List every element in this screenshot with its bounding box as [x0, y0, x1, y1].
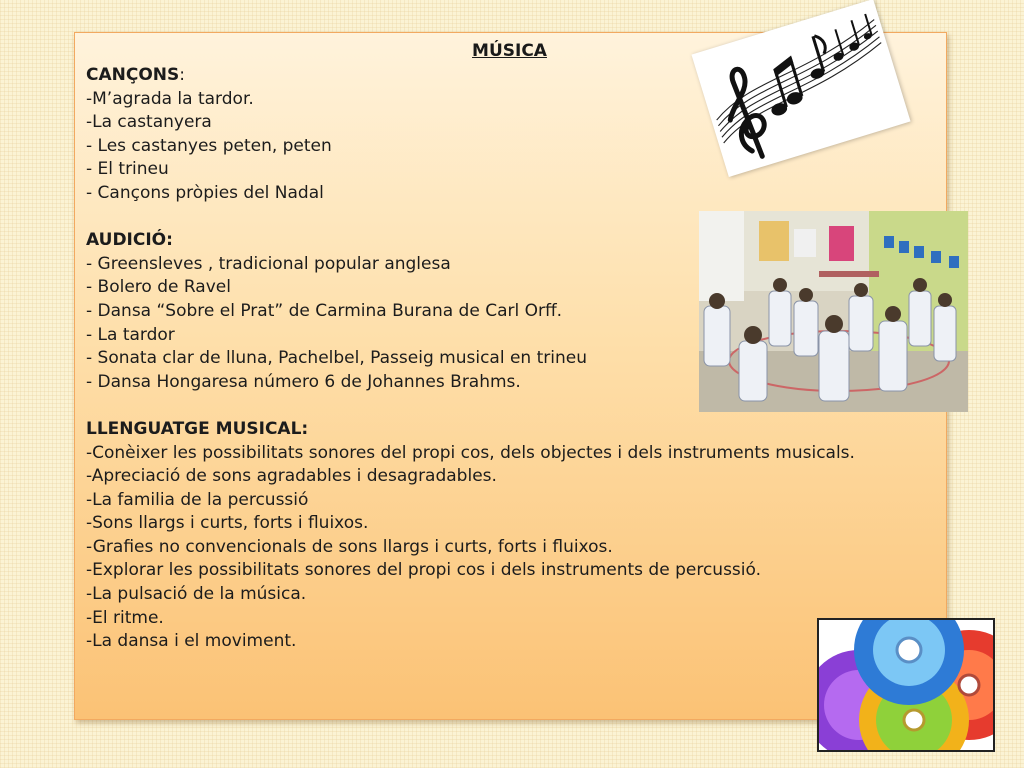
heading-text: CANÇONS	[86, 65, 180, 85]
list-item: -La dansa i el moviment.	[86, 631, 297, 652]
list-item: - Sonata clar de lluna, Pachelbel, Passeig musical en trineu	[86, 348, 587, 369]
list-item: -La pulsació de la música.	[86, 584, 307, 605]
list-item: - Les castanyes peten, peten	[86, 135, 332, 156]
list-item: -Explorar les possibilitats sonores del propi cos i dels instruments de percussió.	[86, 560, 762, 581]
list-item: -Apreciació de sons agradables i desagradables.	[86, 466, 497, 487]
section-audicio-heading: AUDICIÓ:	[86, 230, 173, 251]
page-title: MÚSICA	[472, 41, 547, 61]
list-item: -La castanyera	[86, 112, 212, 133]
list-item: -Grafies no convencionals de sons llargs i curts, forts i fluixos.	[86, 536, 613, 557]
list-item: -El ritme.	[86, 607, 164, 628]
list-item: -M’agrada la tardor.	[86, 88, 254, 109]
list-item: -Conèixer les possibilitats sonores del propi cos, dels objectes i dels instruments musicals.	[86, 442, 855, 463]
list-item: - El trineu	[86, 159, 169, 180]
list-item: - Cançons pròpies del Nadal	[86, 182, 324, 203]
list-item: -Sons llargs i curts, forts i fluixos.	[86, 513, 369, 534]
list-item: - Dansa Hongaresa número 6 de Johannes Brahms.	[86, 371, 521, 392]
list-item: - Greensleves , tradicional popular anglesa	[86, 253, 451, 274]
section-llenguatge-heading: LLENGUATGE MUSICAL:	[86, 418, 309, 439]
children-dancing-photo	[699, 211, 968, 412]
colorful-cds-image	[817, 618, 995, 752]
heading-suffix: :	[179, 65, 185, 85]
list-item: -La familia de la percussió	[86, 489, 309, 510]
list-item: - Bolero de Ravel	[86, 277, 231, 298]
list-item: - Dansa “Sobre el Prat” de Carmina Burana de Carl Orff.	[86, 300, 563, 321]
list-item: - La tardor	[86, 324, 175, 345]
